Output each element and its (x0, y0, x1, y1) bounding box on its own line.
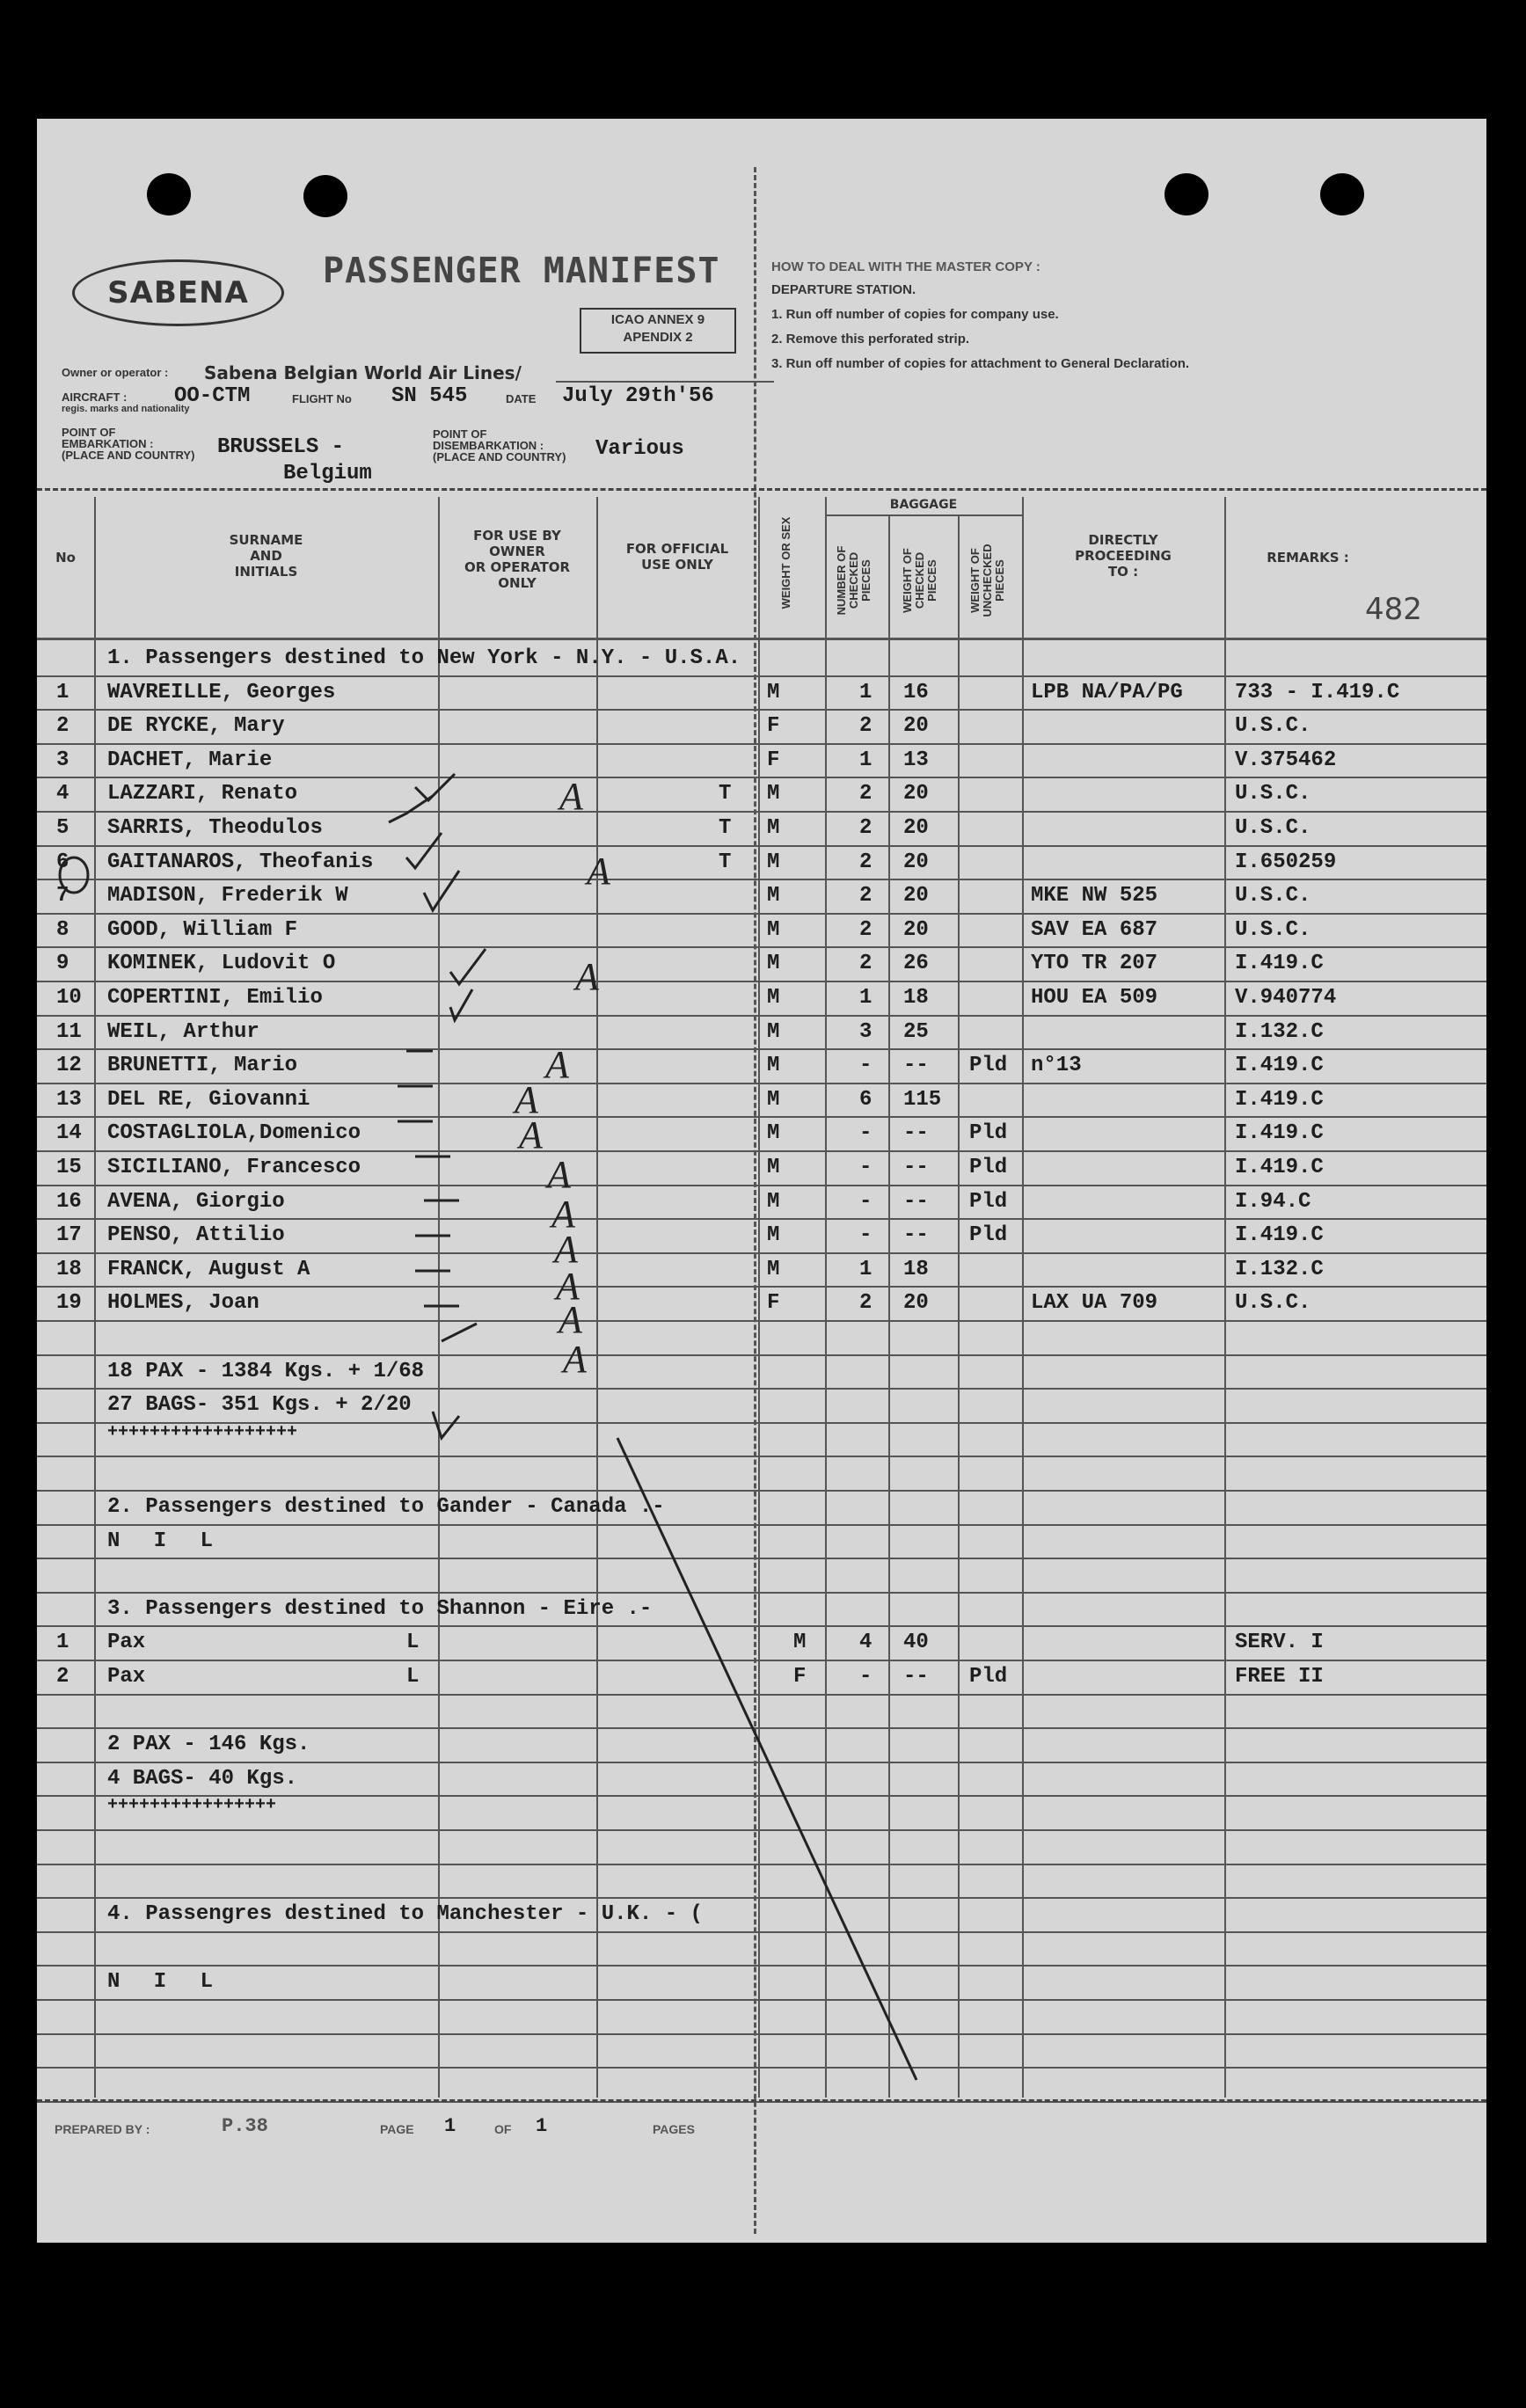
baggage-pieces: 1 (859, 1257, 873, 1281)
passenger-no: 4 (56, 782, 69, 806)
passenger-name: FRANCK, August A (107, 1257, 310, 1281)
passenger-sex: M (767, 1156, 780, 1179)
passenger-no: 5 (56, 816, 69, 840)
passenger-sex: M (767, 1257, 780, 1281)
baggage-pieces: 2 (859, 884, 873, 908)
passenger-name: DE RYCKE, Mary (107, 714, 285, 739)
col-baggage: BAGGAGE (889, 498, 958, 512)
total-bags-1: 27 BAGS- 351 Kgs. + 2/20 (107, 1393, 412, 1418)
passenger-remarks: U.S.C. (1235, 816, 1311, 840)
passenger-remarks: I.419.C (1235, 1156, 1324, 1179)
passenger-no: 2 (56, 1665, 69, 1689)
baggage-pieces: 1 (859, 748, 873, 772)
col-directly: DIRECTLY PROCEEDING TO : (1075, 532, 1172, 580)
col-weight-unchecked: WEIGHT OF UNCHECKED PIECES (968, 544, 1006, 617)
embark-label: POINT OF EMBARKATION : (PLACE AND COUNTRY) (62, 426, 195, 462)
disembark-value: Various (595, 437, 684, 461)
aircraft-value: OO-CTM (174, 384, 251, 408)
nil-4: N I L (107, 1970, 224, 1995)
passenger-remarks: I.650259 (1235, 850, 1337, 874)
total-pax-1: 18 PAX - 1384 Kgs. + 1/68 (107, 1359, 425, 1383)
handwritten-a-marks (512, 775, 611, 1381)
passenger-no: 16 (56, 1189, 82, 1214)
col-weight-sex: WEIGHT OR SEX (779, 516, 792, 609)
punch-hole (1320, 173, 1364, 215)
svg-text:A: A (519, 1113, 543, 1157)
passenger-remarks: U.S.C. (1235, 782, 1311, 806)
svg-text:A: A (559, 1298, 582, 1341)
svg-text:A: A (575, 955, 599, 998)
passenger-no: 17 (56, 1223, 82, 1248)
passenger-name: LAZZARI, Renato (107, 782, 298, 806)
passenger-no: 6 (56, 850, 69, 874)
passenger-name: SICILIANO, Francesco (107, 1156, 361, 1179)
baggage-unchecked: Pld (969, 1189, 1008, 1214)
baggage-weight: 18 (903, 1257, 929, 1281)
baggage-pieces: 2 (859, 917, 873, 942)
baggage-pieces: 2 (859, 782, 873, 806)
prepared-value: P.38 (222, 2115, 268, 2137)
passenger-sex: M (767, 917, 780, 942)
baggage-unchecked: Pld (969, 1665, 1008, 1689)
page-label: PAGE (380, 2122, 414, 2136)
col-official: FOR OFFICIAL USE ONLY (625, 541, 729, 573)
aircraft-label: AIRCRAFT : (62, 390, 128, 404)
baggage-weight: -- (903, 1054, 929, 1078)
baggage-pieces: 2 (859, 850, 873, 874)
passenger-sex: F (793, 1665, 807, 1689)
passenger-official: T (719, 850, 732, 874)
passenger-name: DEL RE, Giovanni (107, 1087, 310, 1112)
col-surname: SURNAME AND INITIALS (229, 532, 303, 580)
passenger-remarks: I.419.C (1235, 1223, 1324, 1248)
prepared-label: PREPARED BY : (55, 2122, 150, 2136)
passenger-destination: n°13 (1031, 1054, 1082, 1078)
passenger-no: 15 (56, 1156, 82, 1179)
svg-text:A: A (551, 1193, 575, 1236)
col-no: No (55, 550, 76, 566)
baggage-pieces: 2 (859, 952, 873, 976)
passenger-name: MADISON, Frederik W (107, 884, 348, 908)
baggage-pieces: 1 (859, 986, 873, 1010)
flight-value: SN 545 (391, 384, 468, 408)
document-title: PASSENGER MANIFEST (323, 251, 720, 291)
passenger-name: PENSO, Attilio (107, 1223, 285, 1248)
passenger-no: 13 (56, 1087, 82, 1112)
flight-label: FLIGHT No (292, 392, 352, 405)
passenger-remarks: I.419.C (1235, 1121, 1324, 1146)
passenger-destination: YTO TR 207 (1031, 952, 1158, 976)
passenger-name: AVENA, Giorgio (107, 1189, 285, 1214)
baggage-weight: 20 (903, 884, 929, 908)
svg-text:A: A (547, 1153, 571, 1196)
passenger-destination: LAX UA 709 (1031, 1291, 1158, 1316)
baggage-weight: 115 (903, 1087, 942, 1112)
baggage-pieces: - (859, 1121, 873, 1146)
passenger-name: DACHET, Marie (107, 748, 273, 772)
passenger-sex: M (767, 816, 780, 840)
baggage-weight: 20 (903, 1291, 929, 1316)
passenger-remarks: U.S.C. (1235, 714, 1311, 739)
passenger-sex: M (767, 850, 780, 874)
passenger-name: COPERTINI, Emilio (107, 986, 323, 1010)
baggage-pieces: 3 (859, 1019, 873, 1044)
baggage-weight: 20 (903, 714, 929, 739)
passenger-sex: M (767, 884, 780, 908)
svg-text:A: A (554, 1228, 578, 1271)
passenger-remarks: I.132.C (1235, 1257, 1324, 1281)
passenger-no: 8 (56, 917, 69, 942)
passenger-sex: M (767, 680, 780, 704)
total-pax-3: 2 PAX - 146 Kgs. (107, 1733, 310, 1757)
passenger-remarks: V.375462 (1235, 748, 1337, 772)
baggage-pieces: - (859, 1665, 873, 1689)
passenger-remarks: I.419.C (1235, 952, 1324, 976)
passenger-remarks: SERV. I (1235, 1631, 1324, 1655)
cancel-stroke (617, 1438, 916, 2080)
baggage-weight: 13 (903, 748, 929, 772)
operator-value: Sabena Belgian World Air Lines/ (204, 362, 522, 383)
page-value: 1 (444, 2115, 456, 2137)
check-marks (389, 774, 486, 1438)
passenger-name: BRUNETTI, Mario (107, 1054, 298, 1078)
section-heading-2: 2. Passengers destined to Gander - Canada .- (107, 1495, 665, 1519)
passenger-remarks: U.S.C. (1235, 884, 1311, 908)
passenger-name: Pax (107, 1631, 146, 1655)
baggage-pieces: 1 (859, 680, 873, 704)
passenger-no: 9 (56, 952, 69, 976)
icao-line2: APENDIX 2 (623, 330, 693, 345)
page-number: 482 (1365, 592, 1422, 627)
baggage-weight: -- (903, 1223, 929, 1248)
baggage-weight: -- (903, 1665, 929, 1689)
embark-country: Belgium (283, 462, 372, 485)
passenger-destination: SAV EA 687 (1031, 917, 1158, 942)
operator-label: Owner or operator : (62, 366, 169, 379)
baggage-pieces: 2 (859, 816, 873, 840)
baggage-pieces: 6 (859, 1087, 873, 1112)
baggage-pieces: 2 (859, 714, 873, 739)
passenger-initial: L (406, 1665, 420, 1689)
icao-box (580, 308, 736, 354)
punch-hole (303, 175, 347, 217)
passenger-destination: LPB NA/PA/PG (1031, 680, 1183, 704)
baggage-pieces: - (859, 1054, 873, 1078)
passenger-sex: M (793, 1631, 807, 1655)
baggage-weight: 20 (903, 850, 929, 874)
instruction-3: 3. Run off number of copies for attachment to General Declaration. (771, 356, 1190, 371)
passenger-sex: M (767, 986, 780, 1010)
passenger-sex: M (767, 1054, 780, 1078)
svg-text:A: A (515, 1078, 538, 1121)
passenger-no: 1 (56, 680, 69, 704)
col-owner: FOR USE BY OWNER OR OPERATOR ONLY (464, 528, 571, 591)
passenger-remarks: I.132.C (1235, 1019, 1324, 1044)
passenger-sex: M (767, 782, 780, 806)
col-num-checked: NUMBER OF CHECKED PIECES (835, 545, 873, 616)
passenger-sex: M (767, 1121, 780, 1146)
baggage-weight: -- (903, 1156, 929, 1179)
passenger-name: COSTAGLIOLA,Domenico (107, 1121, 361, 1146)
date-label: DATE (506, 392, 537, 405)
passenger-no: 7 (56, 884, 69, 908)
baggage-pieces: - (859, 1223, 873, 1248)
passenger-no: 11 (56, 1019, 82, 1044)
passenger-remarks: FREE II (1235, 1665, 1324, 1689)
baggage-weight: 20 (903, 917, 929, 942)
passenger-name: GOOD, William F (107, 917, 298, 942)
separator-1: ++++++++++++++++++ (107, 1421, 298, 1442)
instruction-2: 2. Remove this perforated strip. (771, 332, 970, 347)
passenger-remarks: U.S.C. (1235, 917, 1311, 942)
passenger-sex: F (767, 748, 780, 772)
baggage-weight: -- (903, 1121, 929, 1146)
baggage-pieces: 4 (859, 1631, 873, 1655)
baggage-pieces: 2 (859, 1291, 873, 1316)
passenger-name: SARRIS, Theodulos (107, 816, 323, 840)
passenger-initial: L (406, 1631, 420, 1655)
baggage-pieces: - (859, 1156, 873, 1179)
nil-2: N I L (107, 1529, 224, 1553)
passenger-no: 10 (56, 986, 82, 1010)
svg-text:A: A (545, 1043, 569, 1086)
passenger-sex: M (767, 1019, 780, 1044)
icao-line1: ICAO ANNEX 9 (610, 312, 705, 327)
section-heading-3: 3. Passengers destined to Shannon - Eire .- (107, 1596, 653, 1621)
separator-3: ++++++++++++++++ (107, 1795, 277, 1816)
passenger-official: T (719, 782, 732, 806)
baggage-weight: -- (903, 1189, 929, 1214)
manifest-table (37, 497, 1486, 2098)
passenger-destination: HOU EA 509 (1031, 986, 1158, 1010)
passenger-remarks: I.419.C (1235, 1054, 1324, 1078)
passenger-destination: MKE NW 525 (1031, 884, 1158, 908)
passenger-no: 18 (56, 1257, 82, 1281)
col-weight-checked: WEIGHT OF CHECKED PIECES (901, 548, 938, 613)
passenger-no: 3 (56, 748, 69, 772)
baggage-unchecked: Pld (969, 1223, 1008, 1248)
passenger-no: 14 (56, 1121, 82, 1146)
passenger-sex: M (767, 1223, 780, 1248)
of-value: 1 (536, 2115, 548, 2137)
passenger-remarks: 733 - I.419.C (1235, 680, 1400, 704)
passenger-no: 2 (56, 714, 69, 739)
passenger-name: HOLMES, Joan (107, 1291, 259, 1316)
baggage-weight: 26 (903, 952, 929, 976)
baggage-weight: 20 (903, 816, 929, 840)
passenger-name: Pax (107, 1665, 146, 1689)
svg-text:A: A (563, 1338, 587, 1381)
footer (55, 2115, 1110, 2150)
manifest-page (37, 119, 1486, 2243)
disembark-label: POINT OF DISEMBARKATION : (PLACE AND COUNTRY) (433, 427, 566, 463)
passenger-remarks: U.S.C. (1235, 1291, 1311, 1316)
section-heading-4: 4. Passengres destined to Manchester - U.K. - ( (107, 1902, 703, 1927)
baggage-weight: 25 (903, 1019, 929, 1044)
handwritten-annotations (37, 497, 1486, 2098)
passenger-remarks: I.419.C (1235, 1087, 1324, 1112)
passenger-remarks: I.94.C (1235, 1189, 1311, 1214)
punch-hole (1165, 173, 1208, 215)
punch-hole (147, 173, 191, 215)
section-heading-1: 1. Passengers destined to New York - N.Y. - U.S.A. (107, 646, 741, 670)
passenger-name: WAVREILLE, Georges (107, 680, 336, 704)
svg-text:A: A (587, 850, 610, 893)
passenger-no: 19 (56, 1291, 82, 1316)
sabena-logo: SABENA (72, 259, 284, 326)
passenger-name: GAITANAROS, Theofanis (107, 850, 374, 874)
svg-text:A: A (559, 775, 583, 818)
passenger-sex: M (767, 1087, 780, 1112)
pages-label: PAGES (653, 2122, 695, 2136)
baggage-weight: 16 (903, 680, 929, 704)
baggage-unchecked: Pld (969, 1156, 1008, 1179)
instruction-1: 1. Run off number of copies for company use. (771, 307, 1059, 322)
date-value: July 29th'56 (562, 384, 714, 408)
passenger-no: 1 (56, 1631, 69, 1655)
passenger-official: T (719, 816, 732, 840)
passenger-remarks: V.940774 (1235, 986, 1337, 1010)
baggage-weight: 40 (903, 1631, 929, 1655)
baggage-pieces: - (859, 1189, 873, 1214)
instructions-heading: HOW TO DEAL WITH THE MASTER COPY : (771, 259, 1040, 274)
baggage-unchecked: Pld (969, 1121, 1008, 1146)
passenger-no: 12 (56, 1054, 82, 1078)
baggage-weight: 20 (903, 782, 929, 806)
of-label: OF (494, 2122, 512, 2136)
passenger-sex: F (767, 1291, 780, 1316)
instructions-sub: DEPARTURE STATION. (771, 282, 916, 297)
baggage-unchecked: Pld (969, 1054, 1008, 1078)
baggage-weight: 18 (903, 986, 929, 1010)
aircraft-sub: regis. marks and nationality (62, 404, 190, 414)
embark-value: BRUSSELS - (217, 435, 345, 459)
svg-text:A: A (556, 1265, 580, 1308)
passenger-name: WEIL, Arthur (107, 1019, 259, 1044)
passenger-name: KOMINEK, Ludovit O (107, 952, 336, 976)
circled-number (60, 857, 88, 893)
passenger-sex: M (767, 1189, 780, 1214)
col-remarks: REMARKS : (1267, 550, 1349, 566)
passenger-sex: M (767, 952, 780, 976)
total-bags-3: 4 BAGS- 40 Kgs. (107, 1766, 298, 1791)
passenger-sex: F (767, 714, 780, 739)
